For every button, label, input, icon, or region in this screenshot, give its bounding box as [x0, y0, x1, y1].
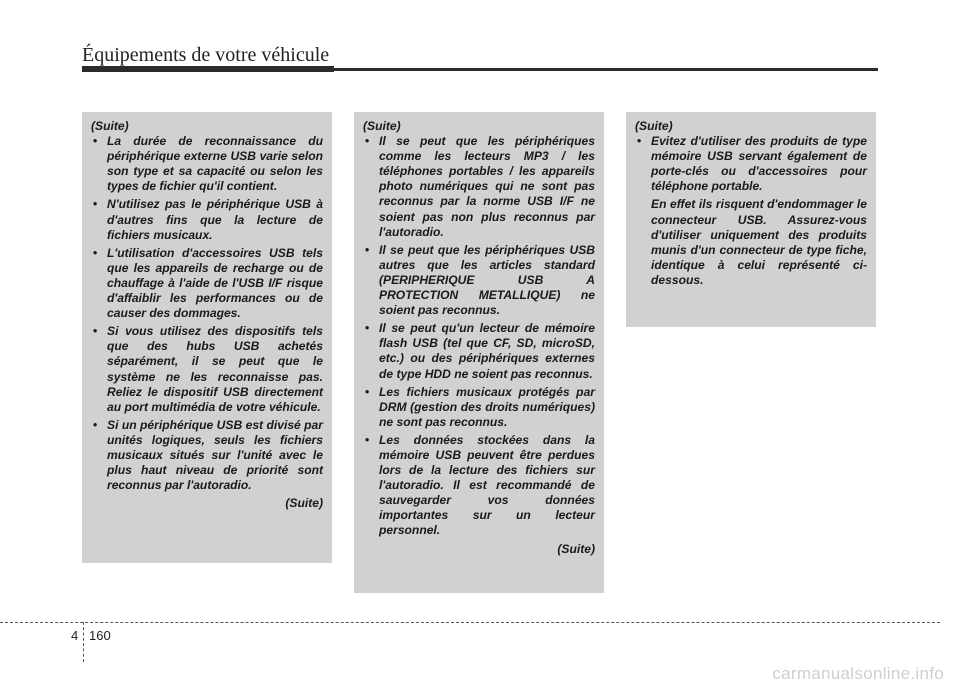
- continued-label-top: (Suite): [635, 119, 673, 133]
- continued-label-bottom: (Suite): [285, 496, 323, 511]
- continued-label-top: (Suite): [91, 119, 129, 133]
- list-item: • Si un périphérique USB est divisé par unités logiques, seuls les fichiers musicaux situés sur l'unité avec le plus haut niveau de priorité sont reconnus par l'autoradio.: [91, 418, 323, 493]
- note-box-3: [626, 112, 876, 327]
- header-rule-accent: [82, 66, 334, 72]
- list-item: • Evitez d'utiliser des produits de type mémoire USB servant également de porte-clés ou d'accessoires pour téléphone portable.: [635, 134, 867, 194]
- continued-label-bottom: (Suite): [557, 541, 595, 556]
- list-item: • Les fichiers musicaux protégés par DRM (gestion des droits numériques) ne sont pas reconnus.: [363, 385, 595, 430]
- list-item: • N'utilisez pas le périphérique USB à d'autres fins que la lecture de fichiers musicaux.: [91, 197, 323, 242]
- page-number: 160: [89, 628, 111, 643]
- list-item: • Si vous utilisez des dispositifs tels que des hubs USB achetés séparément, il se peut que le système ne les reconnaisse pas. Reliez le dispositif USB directement au port multimédia de votre véhicule.: [91, 324, 323, 415]
- note-box-2: [354, 112, 604, 593]
- chapter-number: 4: [71, 628, 79, 643]
- list-item: • L'utilisation d'accessoires USB tels que les appareils de recharge ou de chauffage à l'aide de l'USB I/F risque d'affaiblir les performances ou de causer des dommages.: [91, 246, 323, 321]
- watermark: carmanualsonline.info: [772, 664, 944, 683]
- list-item: • Il se peut que les périphériques comme les lecteurs MP3 / les téléphones portables / les appareils photo numériques qui ne sont pas reconnus par la norme USB I/F ne soient pas non plus reconnus par l'autoradio.: [363, 134, 595, 240]
- note-paragraph: En effet ils risquent d'endommager le connecteur USB. Assurez-vous d'utiliser uniquement des produits munis d'un connecteur de type fiche, identique à celui représenté ci-dessous.: [651, 197, 867, 287]
- page-title: Équipements de votre véhicule: [82, 44, 330, 66]
- list-item: • La durée de reconnaissance du périphérique externe USB varie selon son type et sa capacité ou selon les types de fichier qu'il contient.: [91, 134, 323, 194]
- continued-label-top: (Suite): [363, 119, 401, 133]
- footer-divider: [0, 622, 940, 623]
- list-item: • Les données stockées dans la mémoire USB peuvent être perdues lors de la lecture des fichiers sur l'autoradio. Il est recommandé de sauvegarder vos données importantes sur un lecteur personnel.: [363, 433, 595, 539]
- list-item: • Il se peut qu'un lecteur de mémoire flash USB (tel que CF, SD, microSD, etc.) ou des périphériques externes de type HDD ne soient pas reconnus.: [363, 321, 595, 381]
- list-item: • Il se peut que les périphériques USB autres que les articles standard (PERIPHERIQUE USB A PROTECTION METALLIQUE) ne soient pas reconnus.: [363, 243, 595, 318]
- footer-vertical-divider: [83, 622, 84, 662]
- note-box-1: [82, 112, 332, 563]
